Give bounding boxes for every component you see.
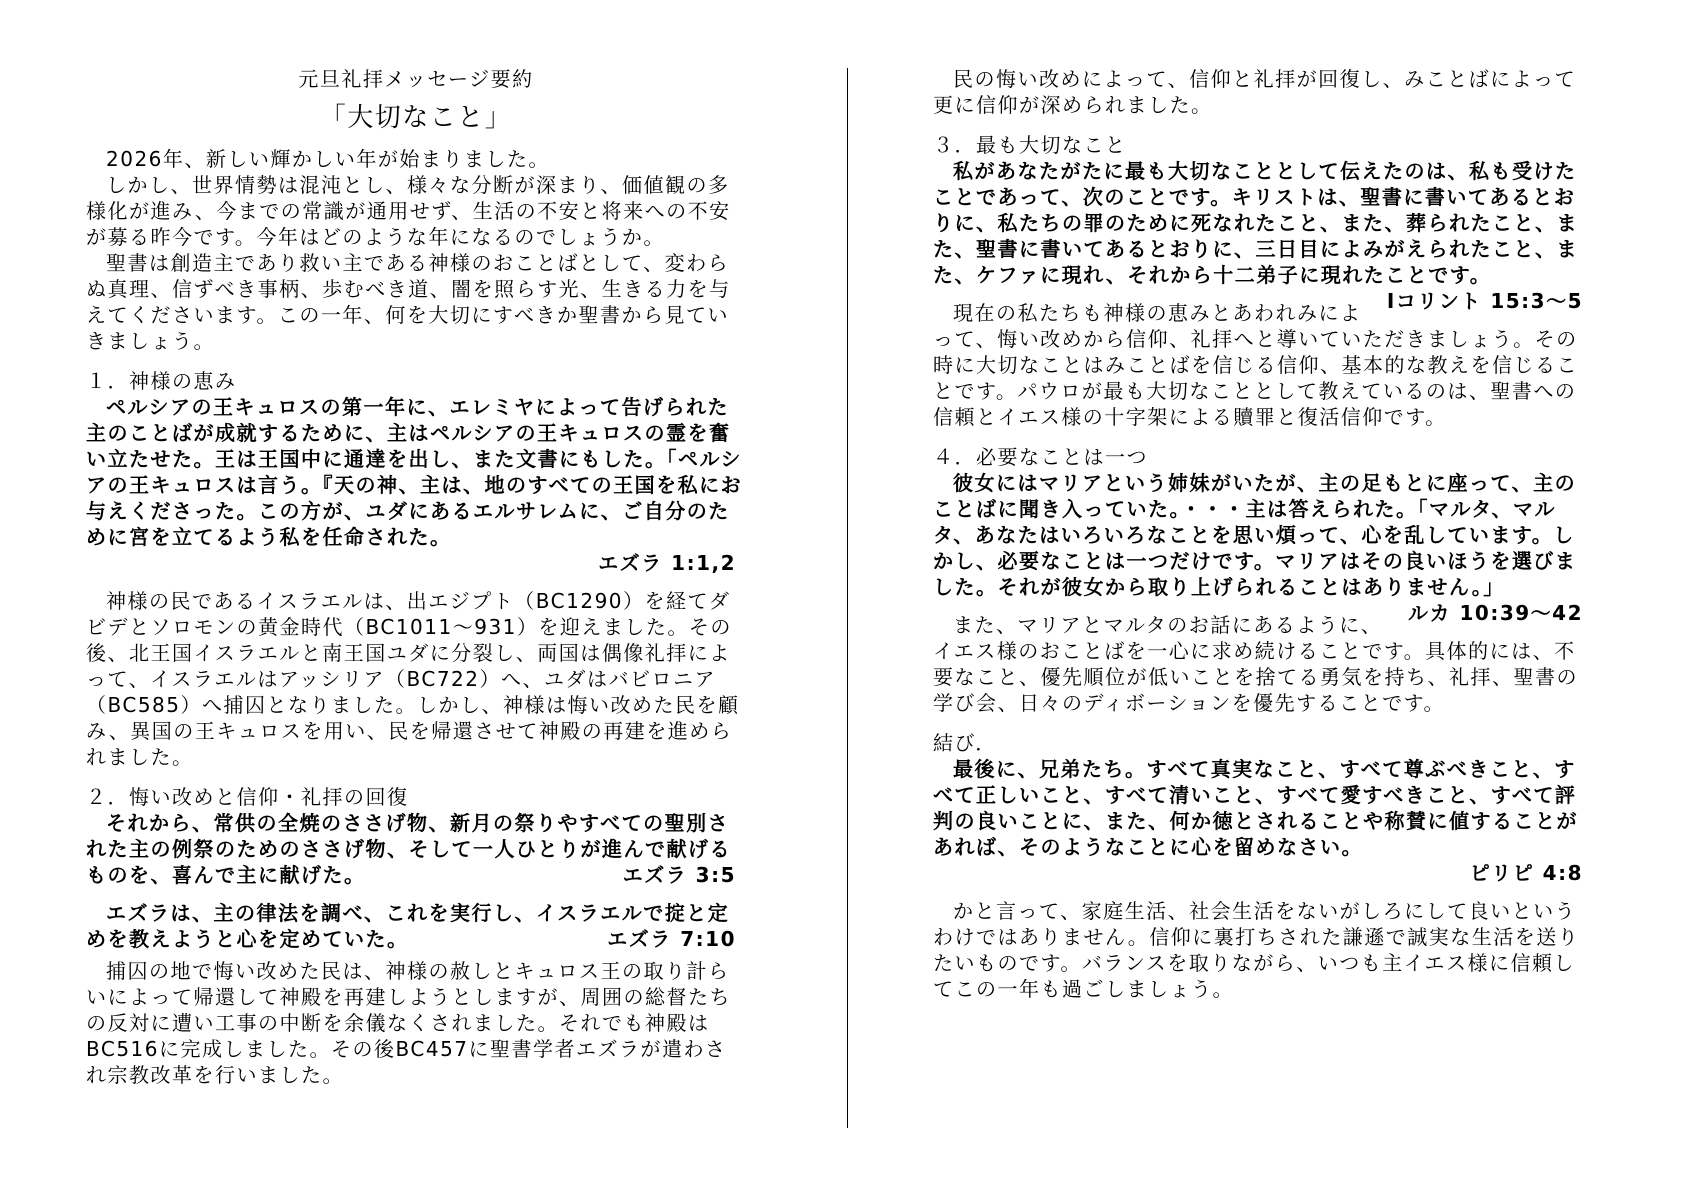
section-2-continued: 民の悔い改めによって、信仰と礼拝が回復し、みことばによって更に信仰が深められました。 [933,67,1577,117]
section-2 [86,784,746,1088]
section-body: かと言って、家庭生活、社会生活をないがしろにして良いというわけではありません。信仰に裏打ちされた謙遜で誠実な生活を送りたいものです。バランスを取りながら、いつも主イエス様に信頼してこの一年も過ごしましょう。 [933,899,1580,1001]
scripture-reference: ピリピ 4:8 [1469,861,1583,885]
scripture-reference: エズラ 1:1,2 [598,551,736,575]
scripture-reference: エズラ 3:5 [622,863,736,887]
section-5 [933,730,1593,1002]
scripture-reference: ルカ 10:39～42 [1408,601,1583,625]
scripture-quote-text: それから、常供の全焼のささげ物、新月の祭りやすべての聖別された主の例祭のためのささげ物、そして一人ひとりが進んで献げるものを、喜んで主に献げた。 [86,811,731,887]
section-heading: １．神様の恵み [86,369,237,393]
section-heading: ２．悔い改めと信仰・礼拝の回復 [86,785,409,809]
column-divider [847,68,848,1128]
document-subtitle: 「大切なこと」 [319,103,513,133]
section-body: また、マリアとマルタのお話にあるように、イエス様のおことばを一心に求め続けることです。具体的には、不要なこと、優先順位が低いことを捨てる勇気を持ち、礼拝、聖書の学び会、日々のディボーションを優先することです。 [933,613,1578,715]
section-3 [933,132,1593,430]
scripture-quote-text: 私があなたがたに最も大切なこととして伝えたのは、私も受けたことであって、次のことです。キリストは、聖書に書いてあるとおりに、私たちの罪のために死なれたこと、また、葬られたこと、また、聖書に書いてあるとおりに、三日目によみがえられたこと、また、ケファに現れ、それから十二弟子に現れたことです。 [933,159,1578,287]
scripture-quote-text: 彼女にはマリアという姉妹がいたが、主の足もとに座って、主のことばに聞き入っていた。・・・主は答えられた。「マルタ、マルタ、あなたはいろいろなことを思い煩って、心を乱しています。しかし、必要なことは一つだけです。マリアはその良いほうを選びました。それが彼女から取り上げられることはありません。」 [933,471,1577,599]
intro-paragraph-1: 2026年、新しい輝かしい年が始まりました。 [106,147,550,171]
scripture-quote: ペルシアの王キュロスの第一年に、エレミヤによって告げられた主のことばが成就するために、主はペルシアの王キュロスの霊を奮い立たせた。王は王国中に通達を出し、また文書にもした。「ペルシアの王キュロスは言う。『天の神、主は、地のすべての王国を私にお与えくださった。この方が、ユダにあるエルサレムに、ご自分のために宮を立てるよう私を任命された。 [86,395,743,549]
intro-paragraph-3: 聖書は創造主であり救い主である神様のおことばとして、変わらぬ真理、信ずべき事柄、歩むべき道、闇を照らす光、生きる力を与えてくださいます。この一年、何を大切にすべきか聖書から見ていきましょう。 [86,251,731,353]
section-heading: ４．必要なことは一つ [933,445,1148,469]
section-body: 現在の私たちも神様の恵みとあわれみによって、悔い改めから信仰、礼拝へと導いていただきましょう。その時に大切なことはみことばを信じる信仰、基本的な教えを信じることです。パウロが最も大切なこととして教えているのは、聖書への信頼とイエス様の十字架による贖罪と復活信仰です。 [933,301,1578,429]
scripture-quote [933,470,1593,625]
section-body: 捕囚の地で悔い改めた民は、神様の赦しとキュロス王の取り計らいによって帰還して神殿を再建しようとしますが、周囲の総督たちの反対に遭い工事の中断を余儀なくされました。それでも神殿はBC516に完成しました。その後BC457に聖書学者エズラが遣わされ宗教改革を行いました。 [86,959,731,1087]
scripture-quote-text: エズラは、主の律法を調べ、これを実行し、イスラエルで掟と定めを教えようと心を定めていた。 [86,901,730,951]
scripture-quote [86,900,746,952]
scripture-quote [933,158,1593,313]
scripture-reference: エズラ 7:10 [607,927,736,951]
intro-paragraph-2: しかし、世界情勢は混沌とし、様々な分断が深まり、価値観の多様化が進み、今までの常識が通用せず、生活の不安と将来への不安が募る昨今です。今年はどのような年になるのでしょうか。 [86,173,731,249]
section-heading: ３．最も大切なこと [933,133,1127,157]
left-column [86,66,746,1088]
document-title: 元旦礼拝メッセージ要約 [298,67,534,91]
section-1 [86,368,746,770]
section-4 [933,444,1593,716]
scripture-reference: Ⅰコリント 15:3～5 [1386,289,1583,313]
scripture-quote: 最後に、兄弟たち。すべて真実なこと、すべて尊ぶべきこと、すべて正しいこと、すべて清いこと、すべて愛すべきこと、すべて評判の良いことに、また、何か徳とされることや称賛に値することがあれば、そのようなことに心を留めなさい。 [933,757,1578,859]
right-column [933,66,1593,1002]
section-heading: 結び． [933,731,997,755]
section-body: 神様の民であるイスラエルは、出エジプト（BC1290）を経てダビデとソロモンの黄金時代（BC1011～931）を迎えました。その後、北王国イスラエルと南王国ユダに分裂し、両国は偶像礼拝によって、イスラエルはアッシリア（BC722）へ、ユダはバビロニア（BC585）へ捕囚となりました。しかし、神様は悔い改めた民を顧み、異国の王キュロスを用い、民を帰還させて神殿の再建を進められました。 [86,589,740,769]
scripture-quote [86,810,746,888]
